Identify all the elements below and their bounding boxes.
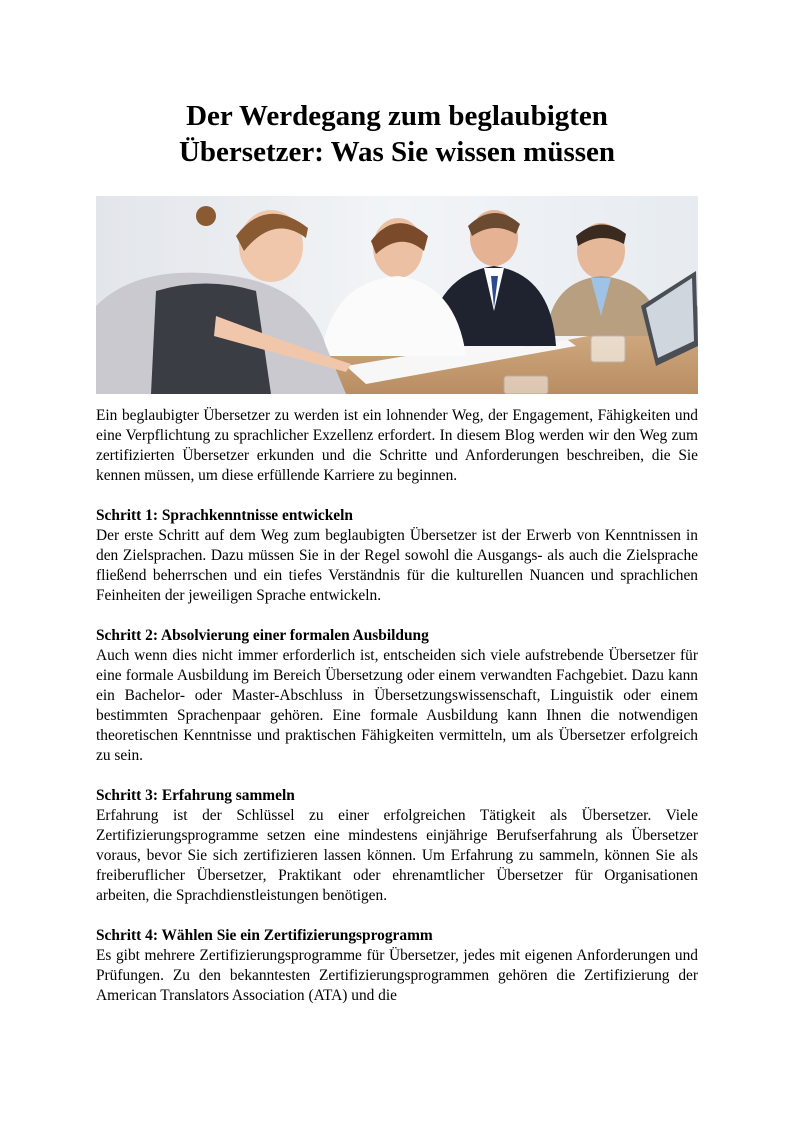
section-step-3 [96, 786, 698, 906]
section-step-2 [96, 626, 698, 766]
intro-paragraph: Ein beglaubigter Übersetzer zu werden ist ein lohnender Weg, der Engagement, Fähigkeiten und eine Verpflichtung zu sprachlicher Exzellenz erfordert. In diesem Blog werden wir den Weg zum zertifizierten Übersetzer erkunden und die Schritte und Anforderungen beschreiben, die Sie kennen müssen, um diese erfüllende Karriere zu beginnen. [96, 407, 698, 484]
section-heading: Schritt 1: Sprachkenntnisse entwickeln [96, 507, 353, 524]
section-step-1 [96, 506, 698, 606]
office-photo [96, 196, 698, 394]
section-step-4 [96, 926, 698, 1006]
title-line-1: Der Werdegang zum beglaubigten [186, 100, 608, 132]
section-text: Der erste Schritt auf dem Weg zum beglaubigten Übersetzer ist der Erwerb von Kenntnissen in den Zielsprachen. Dazu müssen Sie in der Regel sowohl die Ausgangs- als auch die Zielsprache fließend beherrschen und ein tiefes Verständnis für die kulturellen Nuancen und sprachlichen Feinheiten der jeweiligen Sprache entwickeln. [96, 527, 698, 604]
section-text: Auch wenn dies nicht immer erforderlich ist, entscheiden sich viele aufstrebende Übersetzer für eine formale Ausbildung im Bereich Übersetzung oder einem verwandten Fachgebiet. Dazu kann ein Bachelor- oder Master-Abschluss in Übersetzungswissenschaft, Linguistik oder einem bestimmten Sprachenpaar gehören. Eine formale Ausbildung kann Ihnen die notwendigen theoretischen Kenntnisse und praktischen Fähigkeiten vermitteln, um als Übersetzer erfolgreich zu sein. [96, 647, 698, 764]
section-text: Es gibt mehrere Zertifizierungsprogramme für Übersetzer, jedes mit eigenen Anforderungen und Prüfungen. Zu den bekanntesten Zertifizierungsprogrammen gehören die Zertifizierung der American Translators Association (ATA) und die [96, 947, 698, 1004]
document-title [96, 98, 698, 170]
section-heading: Schritt 2: Absolvierung einer formalen Ausbildung [96, 627, 429, 644]
section-heading: Schritt 4: Wählen Sie ein Zertifizierungsprogramm [96, 927, 433, 944]
section-heading: Schritt 3: Erfahrung sammeln [96, 787, 295, 804]
document-body [96, 406, 698, 1006]
section-text: Erfahrung ist der Schlüssel zu einer erfolgreichen Tätigkeit als Übersetzer. Viele Zertifizierungsprogramme setzen eine mindestens einjährige Berufserfahrung als Übersetzer voraus, bevor Sie sich zertifizieren lassen können. Um Erfahrung zu sammeln, können Sie als freiberuflicher Übersetzer, Praktikant oder ehrenamtlicher Übersetzer für Organisationen arbeiten, die Sprachdienstleistungen benötigen. [96, 807, 698, 904]
title-line-2: Übersetzer: Was Sie wissen müssen [178, 136, 616, 168]
document-page [96, 98, 698, 1026]
